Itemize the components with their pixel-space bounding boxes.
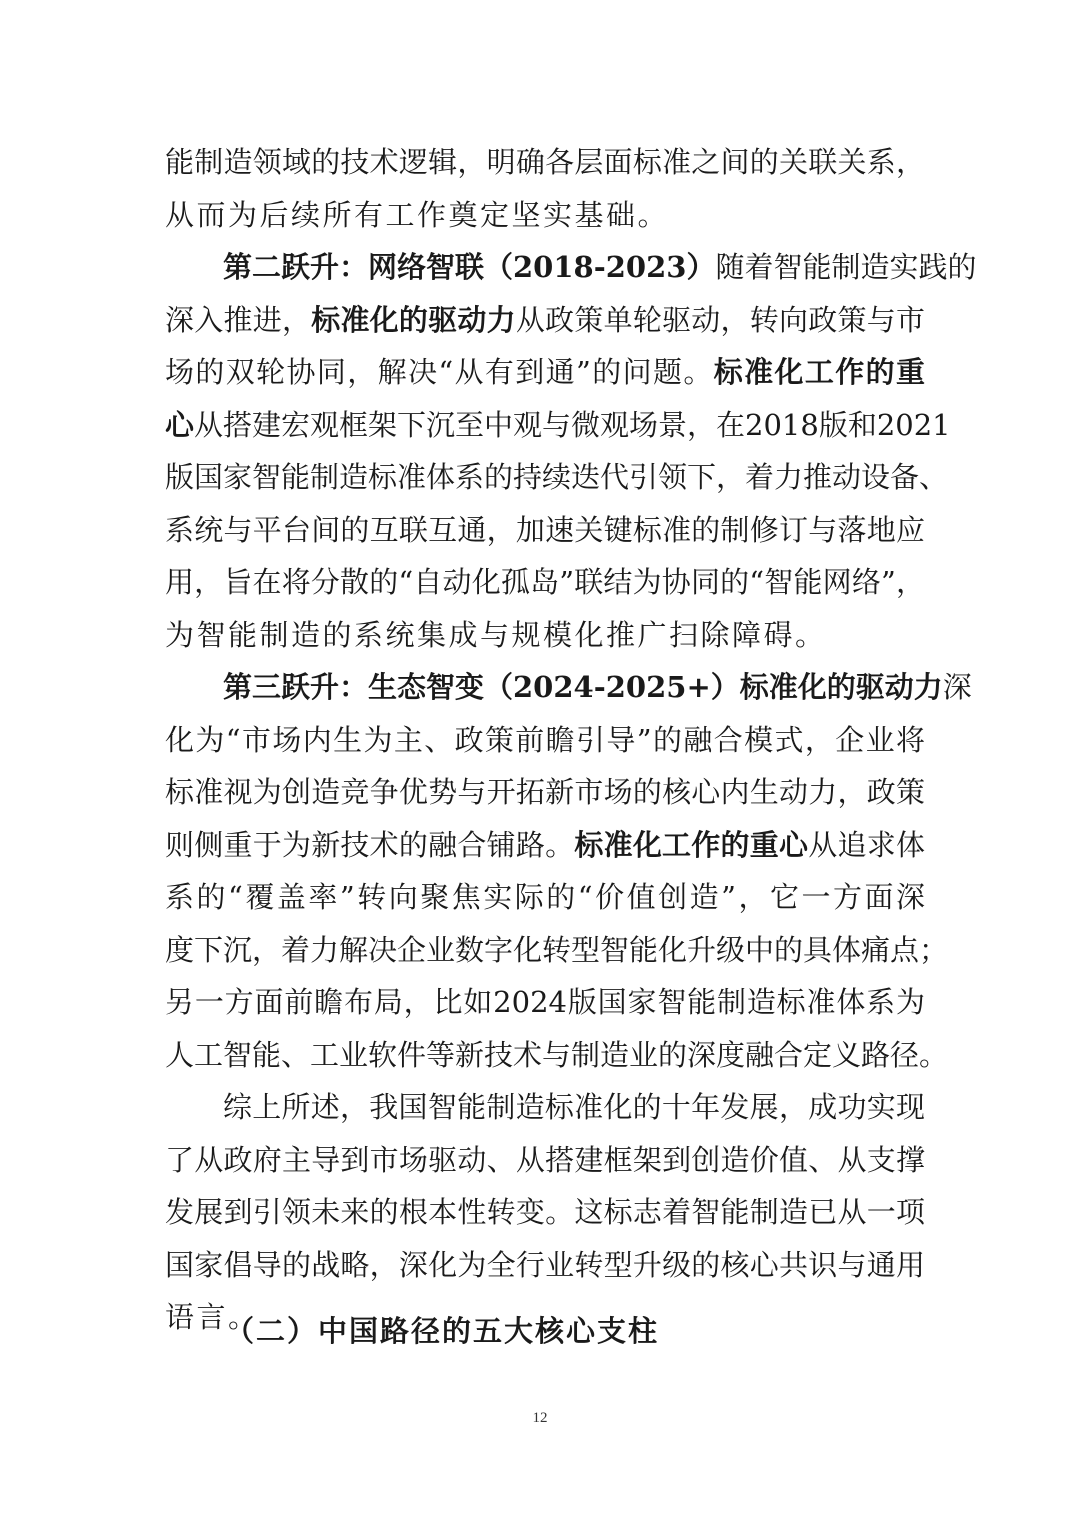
paragraph-third-leap-line — [165, 976, 925, 1029]
text-run: 为智能制造的系统集成与规模化推广扫除障碍。 — [165, 617, 827, 652]
text-run: 发展到引领未来的根本性转变。这标志着智能制造已从一项 — [165, 1195, 925, 1229]
text-run: 场的双轮协同，解决“从有到通”的问题。 — [165, 355, 714, 389]
paragraph-third-leap-line — [165, 661, 972, 714]
text-run: 度下沉，着力解决企业数字化转型智能化升级中的具体痛点； — [165, 932, 949, 967]
text-run: 另一方面前瞻布局，比如2024版国家智能制造标准体系为 — [165, 985, 925, 1019]
bold-heading-run: 第三跃升：生态智变（2024-2025+）标准化的驱动力 — [223, 670, 943, 704]
bold-term-run: 心 — [165, 407, 195, 442]
text-run: 能制造领域的技术逻辑，明确各层面标准之间的关联关系， — [165, 145, 925, 179]
text-run: 了从政府主导到市场驱动、从搭建框架到创造价值、从支撑 — [165, 1142, 925, 1177]
bold-term-run: 标准化工作的重心 — [574, 827, 809, 862]
paragraph-summary-line — [165, 1239, 925, 1292]
text-run: 从追求体 — [808, 827, 925, 862]
text-run: 随着智能制造实践的 — [715, 250, 977, 284]
text-run: 化为“市场内生为主、政策前瞻引导”的融合模式，企业将 — [165, 722, 925, 757]
paragraph-third-leap-line — [165, 871, 925, 924]
text-run: 深 — [942, 670, 972, 704]
bold-term-run: 标准化的驱动力 — [311, 302, 516, 337]
paragraph-summary-line — [165, 1081, 925, 1134]
paragraph-third-leap-line — [165, 1029, 949, 1082]
paragraph-second-leap-line — [165, 556, 925, 609]
paragraph-continuation-line — [165, 189, 925, 242]
paragraph-second-leap-line — [165, 451, 949, 504]
text-run: 综上所述，我国智能制造标准化的十年发展，成功实现 — [223, 1090, 925, 1124]
text-run: 版国家智能制造标准体系的持续迭代引领下，着力推动设备、 — [165, 460, 949, 494]
paragraph-second-leap-line — [165, 609, 925, 662]
paragraph-summary-line — [165, 1186, 925, 1239]
paragraph-second-leap-line — [165, 504, 925, 557]
paragraph-continuation-line — [165, 136, 925, 189]
body-text — [165, 136, 977, 1344]
paragraph-third-leap-line — [165, 714, 925, 767]
text-run: 系统与平台间的互联互通，加速关键标准的制修订与落地应 — [165, 512, 925, 547]
page-number: 12 — [532, 1410, 548, 1426]
text-run: 从搭建宏观框架下沉至中观与微观场景，在2018版和2021 — [194, 407, 951, 442]
section-heading: （二）中国路径的五大核心支柱 — [225, 1314, 660, 1348]
text-run: 则侧重于为新技术的融合铺路。 — [165, 827, 575, 862]
text-run: 从而为后续所有工作奠定坚实基础。 — [165, 197, 670, 232]
text-run: 用，旨在将分散的“自动化孤岛”联结为协同的“智能网络”， — [165, 565, 925, 599]
bold-term-run: 标准化工作的重 — [713, 355, 925, 389]
paragraph-second-leap-line — [165, 241, 977, 294]
bold-heading-run: 第二跃升：网络智联（2018-2023） — [223, 250, 716, 284]
paragraph-third-leap-line — [165, 819, 925, 872]
text-run: 语言。 — [165, 1300, 260, 1334]
paragraph-third-leap-line — [165, 766, 925, 819]
text-run: 标准视为创造竞争优势与开拓新市场的核心内生动力，政策 — [165, 775, 925, 809]
text-run: 深入推进， — [165, 302, 312, 337]
paragraph-second-leap-line — [165, 294, 925, 347]
text-run: 人工智能、工业软件等新技术与制造业的深度融合定义路径。 — [165, 1037, 949, 1072]
text-run: 国家倡导的战略，深化为全行业转型升级的核心共识与通用 — [165, 1247, 925, 1282]
paragraph-summary-line — [165, 1134, 925, 1187]
paragraph-second-leap-line — [165, 399, 951, 452]
text-run: 从政策单轮驱动，转向政策与市 — [515, 302, 925, 337]
paragraph-second-leap-line — [165, 346, 925, 399]
text-run: 系的“覆盖率”转向聚焦实际的“价值创造”，它一方面深 — [165, 880, 925, 914]
paragraph-third-leap-line — [165, 924, 949, 977]
